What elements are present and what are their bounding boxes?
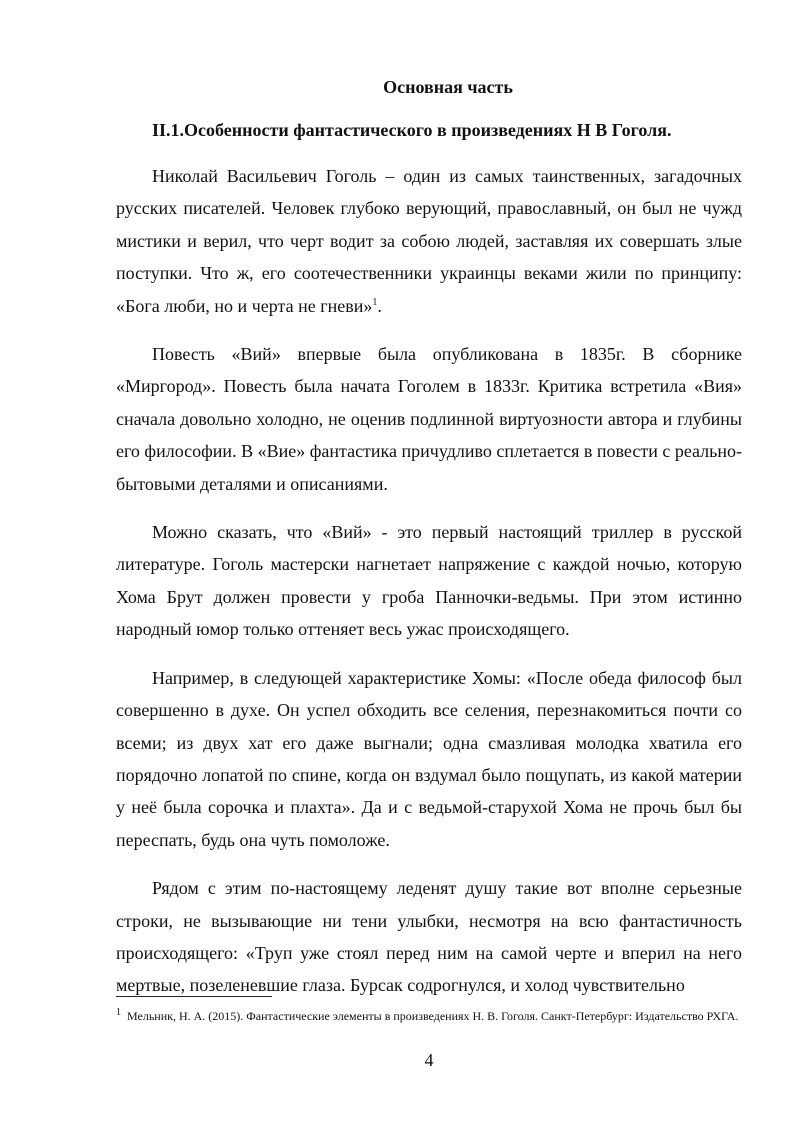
section-heading: Основная часть — [383, 77, 513, 97]
paragraph-1-end: . — [377, 295, 382, 316]
paragraph-1-text: Николай Васильевич Гоголь – один из самых таинственных, загадочных русских писателей. Человек глубоко верующий, православный, он был не чужд мистики и верил, что черт водит за собою людей, заставляя их совершать злые поступки. Что ж, его соотечественники украинцы веками жили по принципу: «Бога люби, но и черта не гневи» — [116, 166, 742, 316]
footnote-text: Мельник, Н. А. (2015). Фантастические элементы в произведениях Н. В. Гоголя. Санкт-Петербург: Издательство РХГА. — [127, 1009, 739, 1023]
paragraph-5: Рядом с этим по-настоящему леденят душу такие вот вполне серьезные строки, не вызывающие ни тени улыбки, несмотря на всю фантастичность происходящего: «Труп уже стоял перед ним на самой черте и вперил на него мертвые, позеленевшие глаза. Бурсак содрогнулся, и холод чувствительно — [116, 878, 742, 996]
footnote-marker: 1 — [116, 1007, 121, 1018]
paragraph-1 — [116, 160, 742, 322]
footnote — [116, 1004, 742, 1028]
subsection-heading: II.1.Особенности фантастического в произведениях Н В Гоголя. — [152, 120, 672, 140]
paragraph-2: Повесть «Вий» впервые была опубликована в 1835г. В сборнике «Миргород». Повесть была начата Гоголем в 1833г. Критика встретила «Вия» сначала довольно холодно, не оценив подлинной виртуозности автора и глубины его философии. В «Вие» фантастика причудливо сплетается в повести с реально-бытовыми деталями и описаниями. — [116, 344, 742, 494]
footnote-reference[interactable]: 1 — [372, 296, 378, 308]
paragraph-3: Можно сказать, что «Вий» - это первый настоящий триллер в русской литературе. Гоголь мастерски нагнетает напряжение с каждой ночью, которую Хома Брут должен провести у гроба Панночки-ведьмы. При этом истинно народный юмор только оттеняет весь ужас происходящего. — [116, 522, 742, 640]
paragraph-4: Например, в следующей характеристике Хомы: «После обеда философ был совершенно в духе. Он успел обходить все селения, перезнакомиться почти со всеми; из двух хат его даже выгнали; одна смазливая молодка хватила его порядочно лопатой по спине, когда он вздумал было пощупать, из какой материи у неё была сорочка и плахта». Да и с ведьмой-старухой Хома не прочь был бы переспать, будь она чуть помоложе. — [116, 667, 742, 850]
footnote-separator — [116, 996, 272, 997]
body-text — [116, 160, 742, 1002]
page-number: 4 — [424, 1050, 434, 1070]
